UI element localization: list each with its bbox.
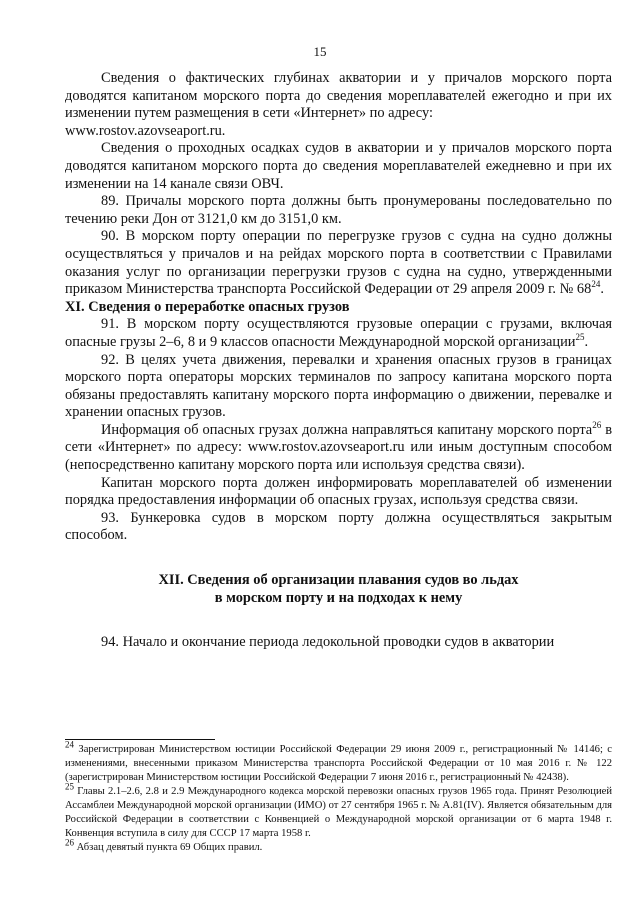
paragraph-91: 91. В морском порту осуществляются грузовые операции с грузами, включая опасные грузы 2–6, 8 и 9 классов опасности Международной морской организации$^{25}$. [65, 316, 612, 350]
paragraph-dangerous-goods-info [65, 422, 612, 475]
paragraph-90: 90. В морском порту операции по перегрузке грузов с судна на судно должны осуществляться у причалов и на рейдах морского порта в соответствии с Правилами оказания услуг по организации перегрузки грузов с судна на судно, утвержденными приказом Министерства транспорта Российской Федерации от 29 апреля 2009 г. № $68^{24}$. [65, 228, 612, 298]
port-website-url: www.rostov.azovseaport.ru. [65, 122, 226, 139]
paragraph-89: 89. Причалы морского порта должны быть пронумерованы последовательно по течению реки Дон от 3121,0 км до 3151,0 км. [65, 193, 612, 227]
paragraph-94: 94. Начало и окончание периода ледокольной проводки судов в акватории [101, 634, 555, 651]
footnote-24 [65, 739, 612, 785]
footnote-ref-26: 26 [592, 420, 602, 431]
paragraph-info-start: Информация об опасных грузах должна направляться капитану морского порта [101, 421, 593, 438]
footnote-number: 26 [65, 837, 74, 848]
footnote-ref-25: 25 [575, 332, 585, 343]
page-number: 15 [313, 44, 327, 59]
section-heading-xii-line2: в морском порту и на подходах к нему [214, 589, 463, 606]
footnote-number: 24 [65, 739, 74, 750]
paragraph-91-text: 91. В морском порту осуществляются грузовые операции с грузами, включая опасные грузы 2–6, 8 и 9 классов опасности Международной морской организации [65, 316, 612, 350]
paragraph-draft-info: Сведения о проходных осадках судов в акватории и у причалов морского порта доводятся капитаном морского порта до сведения мореплавателей ежедневно и при их изменении на 14 канале связи ОВЧ. [65, 140, 612, 192]
paragraph-93: 93. Бункеровка судов в морском порту должна осуществляться закрытым способом. [65, 509, 612, 544]
footnote-ref-24: 24 [591, 279, 601, 290]
document-body [65, 70, 612, 652]
footnote-25 [65, 781, 612, 841]
footnote-number: 25 [65, 781, 74, 792]
section-heading-xii-line1: XII. Сведения об организации плавания судов во льдах [158, 572, 519, 589]
section-heading-xii [65, 572, 612, 607]
paragraph-depth-info: Сведения о фактических глубинах акватории и у причалов морского порта доводятся капитаном морского порта до сведения мореплавателей ежегодно и при их изменении путем размещения в сети «Интернет» по адресу: [65, 70, 612, 122]
paragraph-captain-inform: Капитан морского порта должен информировать мореплавателей об изменении порядка предоставления информации об опасных грузах, используя средства связи. [65, 474, 612, 509]
footnotes [65, 739, 612, 855]
paragraph-info-end: в сети «Интернет» по адресу: www.rostov.azovseaport.ru или иным доступным способом (непосредственно капитану морского порта или используя средства связи). [65, 421, 612, 474]
paragraph-92: 92. В целях учета движения, перевалки и хранения опасных грузов в границах морского порта операторы морских терминалов по запросу капитана морского порта обязаны предоставлять капитану морского порта информацию о движении, перевалке и хранении опасных грузов. [65, 351, 612, 421]
footnote-separator [65, 739, 215, 740]
section-heading-xi: XI. Сведения о переработке опасных грузов [65, 298, 350, 315]
footnote-text: Абзац девятый пункта 69 Общих правил. [74, 842, 263, 853]
paragraph-90-text: 90. В морском порту операции по перегрузке грузов с судна на судно должны осуществляться у причалов и на рейдах морского порта в соответствии с Правилами оказания услуг по организации перегрузки грузов с судна на судно, утвержденными приказом Министерства транспорта Российской Федерации от 29 апреля 2009 г. № 68 [65, 228, 612, 298]
footnote-text: Зарегистрирован Министерством юстиции Российской Федерации 29 июня 2009 г., регистрационный № 14146; с изменениями, внесенными приказом Министерства транспорта Российской Федерации от 10 мая 2016 г. № 122 (зарегистрирован Министерством юстиции Российской Федерации 7 июня 2016 г., регистрационный № 42438). [65, 744, 612, 783]
footnote-26 [65, 837, 612, 855]
footnote-text: Главы 2.1–2.6, 2.8 и 2.9 Международного кодекса морской перевозки опасных грузов 1965 года. Принят Резолюцией Ассамблеи Международной морской организации (ИМО) от 27 сентября 1965 г. № A.81(IV). Является обязательным для Российской Федерации в соответствии с Конвенцией о Международной морской организации от 6 марта 1948 г. Конвенция вступила в силу для СССР 17 марта 1958 г. [65, 786, 612, 839]
